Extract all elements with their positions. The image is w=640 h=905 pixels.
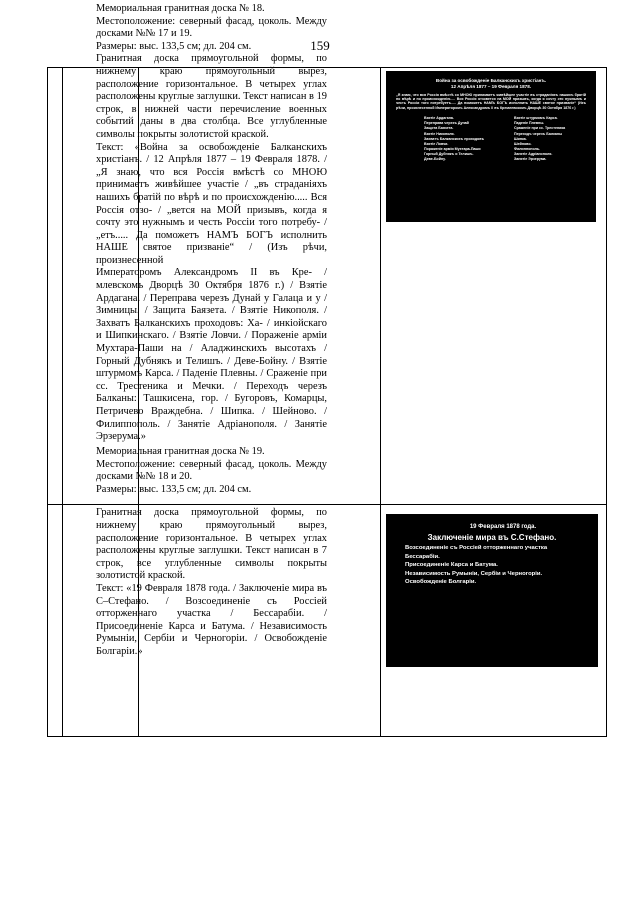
plaque-photo-event: Защита Баязета. (424, 126, 454, 131)
plaque-photo-event: Занятіе Эрзерума. (514, 156, 547, 161)
plaque-photo-event: Взятіе Ардагана. (424, 116, 454, 121)
plaque-19-description (96, 446, 327, 659)
plaque-photo-title-line: Война за освобожденіе Балканскихъ христіанъ. (435, 78, 547, 83)
plaque-photo-date: 19 Февраля 1878 года. (469, 524, 537, 530)
page-number: 159 (310, 38, 330, 53)
inscription-text: Текст: «19 Февраля 1878 года. / Заключеніе мира въ С–Стефано. / Возсоединеніе съ Россіей отторженнаго участка / Бессарабіи. / Присоединеніе Карса и Батума. / Независимость Румыніи, Сербіи и Черногоріи. / Освобожденіе Болгаріи.» (96, 582, 327, 657)
plaque-photo-line: Присоединеніе Карса и Батума. (405, 562, 498, 569)
description-text: Гранитная доска прямоугольной формы, по нижнему краю прямоугольный вырез, расположение горизонтальное. В четырех углах расположены круглые заглушки. Текст написан в 7 строк, все углубленные символы покрыты золотистой краской. (96, 507, 327, 582)
plaque-photo-event: Занятіе Адріанополя. (514, 151, 553, 156)
plaque-photo-event: Взятіе Никополя. (424, 131, 455, 136)
plaque-photo-event: Захватъ Балканскихъ проходовъ (424, 136, 484, 141)
plaque-photo-line: Освобожденіе Болгаріи. (405, 579, 477, 586)
plaque-photo-line: Бессарабіи. (405, 553, 440, 560)
dimensions-text: Размеры: выс. 133,5 см; дл. 204 см. (96, 483, 252, 495)
location-text: Местоположение: северный фасад, цоколь. Между досками №№ 17 и 19. (96, 15, 327, 40)
plaque-photo-event: Филиппополь. (514, 146, 541, 151)
plaque-photo-intro: „Я знаю, что вся Россія вмѣстѣ со МНОЮ принимаетъ живѣйшее участіе въ страданіяхъ нашихъ братій по вѣрѣ и по происхожденію..... Вся Россія отзовется на МОЙ призывъ, когда я сочту это нужнымъ и честь Россіи того потребуетъ..... Да поможетъ НАМЪ БОГЪ исполнить НАШЕ святое призваніе“ (Изъ рѣчи, произнесенной Императоромъ Александромъ II въ Кремлевскомъ Дворцѣ 30 Октября 1876 г.) (396, 92, 586, 110)
plaque-photo-right-column (514, 116, 565, 162)
plaque-photo-title-line: 12 Апрѣля 1877 – 19 Февраля 1878. (450, 83, 532, 89)
column-divider (62, 68, 63, 736)
plaque-photo-event: Шейново. (514, 141, 532, 146)
paragraph-gap (96, 496, 327, 507)
plaque-title: Мемориальная гранитная доска № 19. (96, 446, 265, 457)
plaque-photo-event: Сраженіе при сс. Трестеника (514, 126, 566, 131)
column-divider (380, 68, 381, 736)
plaque-photo-line: Независимость Румыніи, Сербіи и Черногоріи. (405, 570, 543, 577)
plaque-photo-event: Деве-Бойну. (424, 156, 446, 161)
plaque-photo-headline: Заключеніе мира въ С.Стефано. (427, 533, 557, 542)
plaque-photo-event: Взятіе штурмомъ Карса. (514, 116, 558, 121)
plaque-photo-left-column (424, 116, 484, 162)
plaque-photo-event: Горный Дубнякъ и Телишъ. (424, 151, 474, 156)
plaque-18-photo (386, 71, 596, 222)
plaque-photo-event: Взятіе Ловчи. (424, 141, 449, 146)
plaque-photo-lines (386, 543, 598, 587)
inscription-text: Текст: «Война за освобожденіе Балканскихъ христіанъ. / 12 Апрѣля 1877 – 19 Февраля 1878. / „Я знаю, что вся Россія вмѣстѣ со МНОЮ принимаетъ живѣйшее участіе / „въ страданіяхъ нашихъ братій по вѣрѣ и по происхожденію..... Вся Россія отзо- / „вется на МОЙ призывъ, когда я сочту это нужнымъ и честь Россіи того потребу- / „етъ..... Да поможетъ НАМЪ БОГЪ исполнить НАШЕ святое призваніе“ / (Изъ рѣчи, произнесенной (96, 141, 327, 266)
plaque-photo-event: Пораженіе арміи Мухтара-Паши (424, 146, 481, 151)
description-text: Гранитная доска прямоугольной формы, по нижнему краю прямоугольный вырез, расположение горизонтальное. В четырех углах расположены круглые заглушки. Текст написан в 19 строк, в нижней части перечисление военных событий даны в два столбца. Все углубленные символы покрыты золотистой краской. (96, 53, 327, 140)
plaque-photo-event: Шипка. (514, 136, 527, 141)
plaque-photo-event: Паденіе Плевны. (514, 121, 545, 126)
plaque-19-photo (386, 514, 598, 667)
plaque-18-description (96, 3, 327, 444)
plaque-photo-title (386, 78, 596, 90)
dimensions-text: Размеры: выс. 133,5 см; дл. 204 см. (96, 40, 252, 52)
plaque-photo-columns (386, 110, 596, 162)
plaque-photo-line: Возсоединеніе съ Россіей отторженнаго участка (405, 545, 548, 551)
plaque-photo-event: Переправа черезъ Дунай (424, 121, 469, 126)
location-text: Местоположение: северный фасад, цоколь. Между досками №№ 18 и 20. (96, 458, 327, 483)
inscription-text-continued: Императоромъ Александромъ II въ Кре- / млевскомъ Дворцѣ 30 Октября 1876 г.) / Взятіе Ардагана. / Переправа черезъ Дунай у Галаца и у / Зимницы. / Защита Баязета. / Взятіе Никополя. / Захватъ Балканскихъ проходовъ: Ха- / инкіойскаго и Шипкинскаго. / Взятіе Ловчи. / Пораженіе арміи Мухтара-Паши на / Аладжинскихъ высотахъ / Горный Дубнякъ и Телишъ. / Деве-Бойну. / Взятіе штурмомъ Карса. / Паденіе Плевны. / Сраженіе при сс. Трестеника и Мечки. / Переходъ черезъ Балканы: Ташкисена, гор. / Бугоровъ, Комарцы, Петричево Враждебна. / Шипка. / Шейново. / Филиппополь. / Занятіе Адріанополя. / Занятіе Эрзерума.» (96, 267, 327, 443)
plaque-photo-event: Переходъ черезъ Балканы (514, 131, 563, 136)
plaque-title: Мемориальная гранитная доска № 18. (96, 3, 265, 14)
